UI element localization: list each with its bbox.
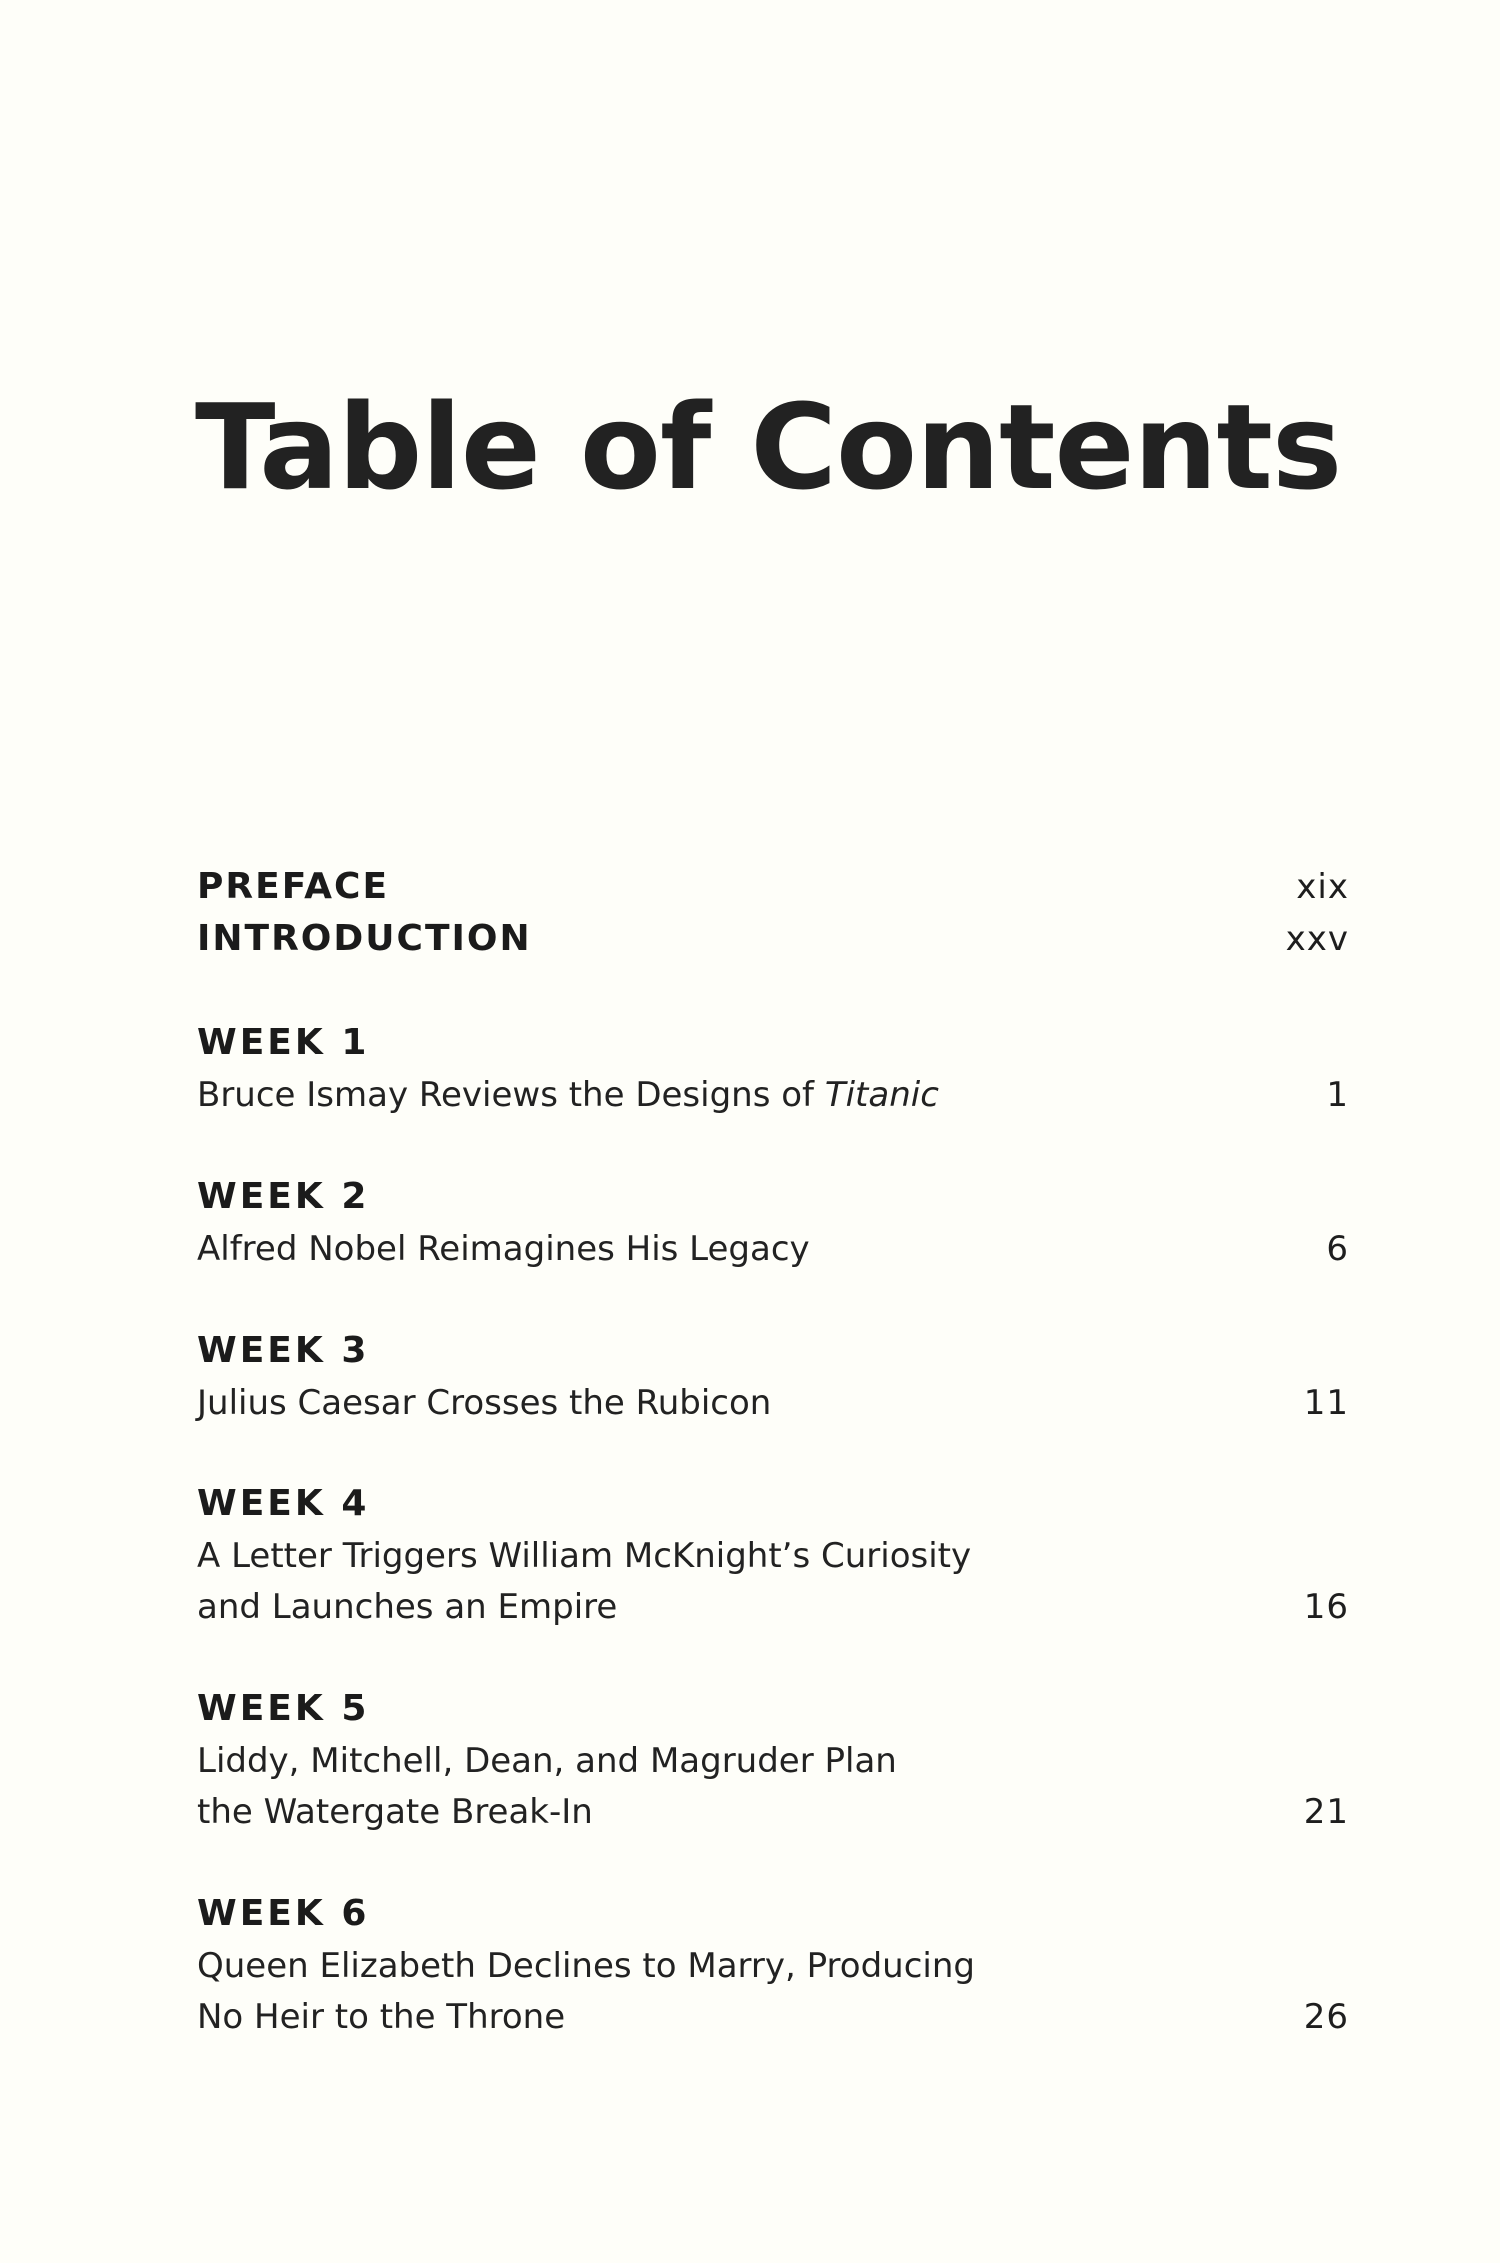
week-4-label: WEEK 4 (197, 1483, 370, 1524)
week-1-title-line-1: Bruce Ismay Reviews the Designs of (197, 1075, 825, 1115)
week-6-title-line-2: No Heir to the Throne (197, 1997, 566, 2037)
week-1-title-italic: Titanic (824, 1075, 939, 1115)
week-2-page-number: 6 (1326, 1229, 1349, 1269)
introduction-label: INTRODUCTION (197, 918, 532, 959)
week-1-page-number: 1 (1326, 1075, 1349, 1115)
toc-entry-week-2 (197, 1172, 1349, 1275)
toc-entry-preface (197, 866, 1349, 918)
introduction-page-number: xxv (1285, 919, 1349, 959)
toc-entry-week-1 (197, 1018, 1349, 1121)
week-4-title-line-2: and Launches an Empire (197, 1587, 618, 1627)
week-3-title-line-1: Julius Caesar Crosses the Rubicon (197, 1383, 772, 1423)
week-5-entry (197, 1736, 1349, 1838)
week-2-title (197, 1224, 1097, 1275)
week-5-page-number: 21 (1303, 1792, 1349, 1832)
front-matter-list (197, 866, 1349, 970)
week-2-label: WEEK 2 (197, 1176, 370, 1217)
week-4-entry (197, 1531, 1349, 1633)
page-title: Table of Contents (195, 378, 1342, 516)
week-6-title (197, 1941, 1097, 2043)
week-3-title (197, 1378, 1097, 1429)
week-6-page-number: 26 (1303, 1997, 1349, 2037)
week-4-title (197, 1531, 1097, 1633)
week-5-title-line-1: Liddy, Mitchell, Dean, and Magruder Plan (197, 1741, 897, 1781)
week-2-entry (197, 1224, 1349, 1275)
week-1-title (197, 1070, 1097, 1121)
toc-entry-week-3 (197, 1326, 1349, 1429)
week-6-entry (197, 1941, 1349, 2043)
preface-label: PREFACE (197, 866, 390, 907)
week-5-title-line-2: the Watergate Break-In (197, 1792, 593, 1832)
week-5-title (197, 1736, 1097, 1838)
week-3-entry (197, 1378, 1349, 1429)
toc-entry-week-6 (197, 1889, 1349, 2043)
week-5-label: WEEK 5 (197, 1688, 370, 1729)
week-6-title-line-1: Queen Elizabeth Declines to Marry, Producing (197, 1946, 975, 1986)
toc-entry-introduction (197, 918, 1349, 970)
week-3-label: WEEK 3 (197, 1330, 370, 1371)
week-4-title-line-1: A Letter Triggers William McKnight’s Curiosity (197, 1536, 972, 1576)
week-2-title-line-1: Alfred Nobel Reimagines His Legacy (197, 1229, 810, 1269)
week-4-page-number: 16 (1303, 1587, 1349, 1627)
preface-page-number: xix (1296, 867, 1349, 907)
toc-entry-week-5 (197, 1684, 1349, 1838)
week-1-entry (197, 1070, 1349, 1121)
toc-entry-week-4 (197, 1479, 1349, 1633)
week-3-page-number: 11 (1303, 1383, 1349, 1423)
week-1-label: WEEK 1 (197, 1022, 370, 1063)
week-6-label: WEEK 6 (197, 1893, 370, 1934)
